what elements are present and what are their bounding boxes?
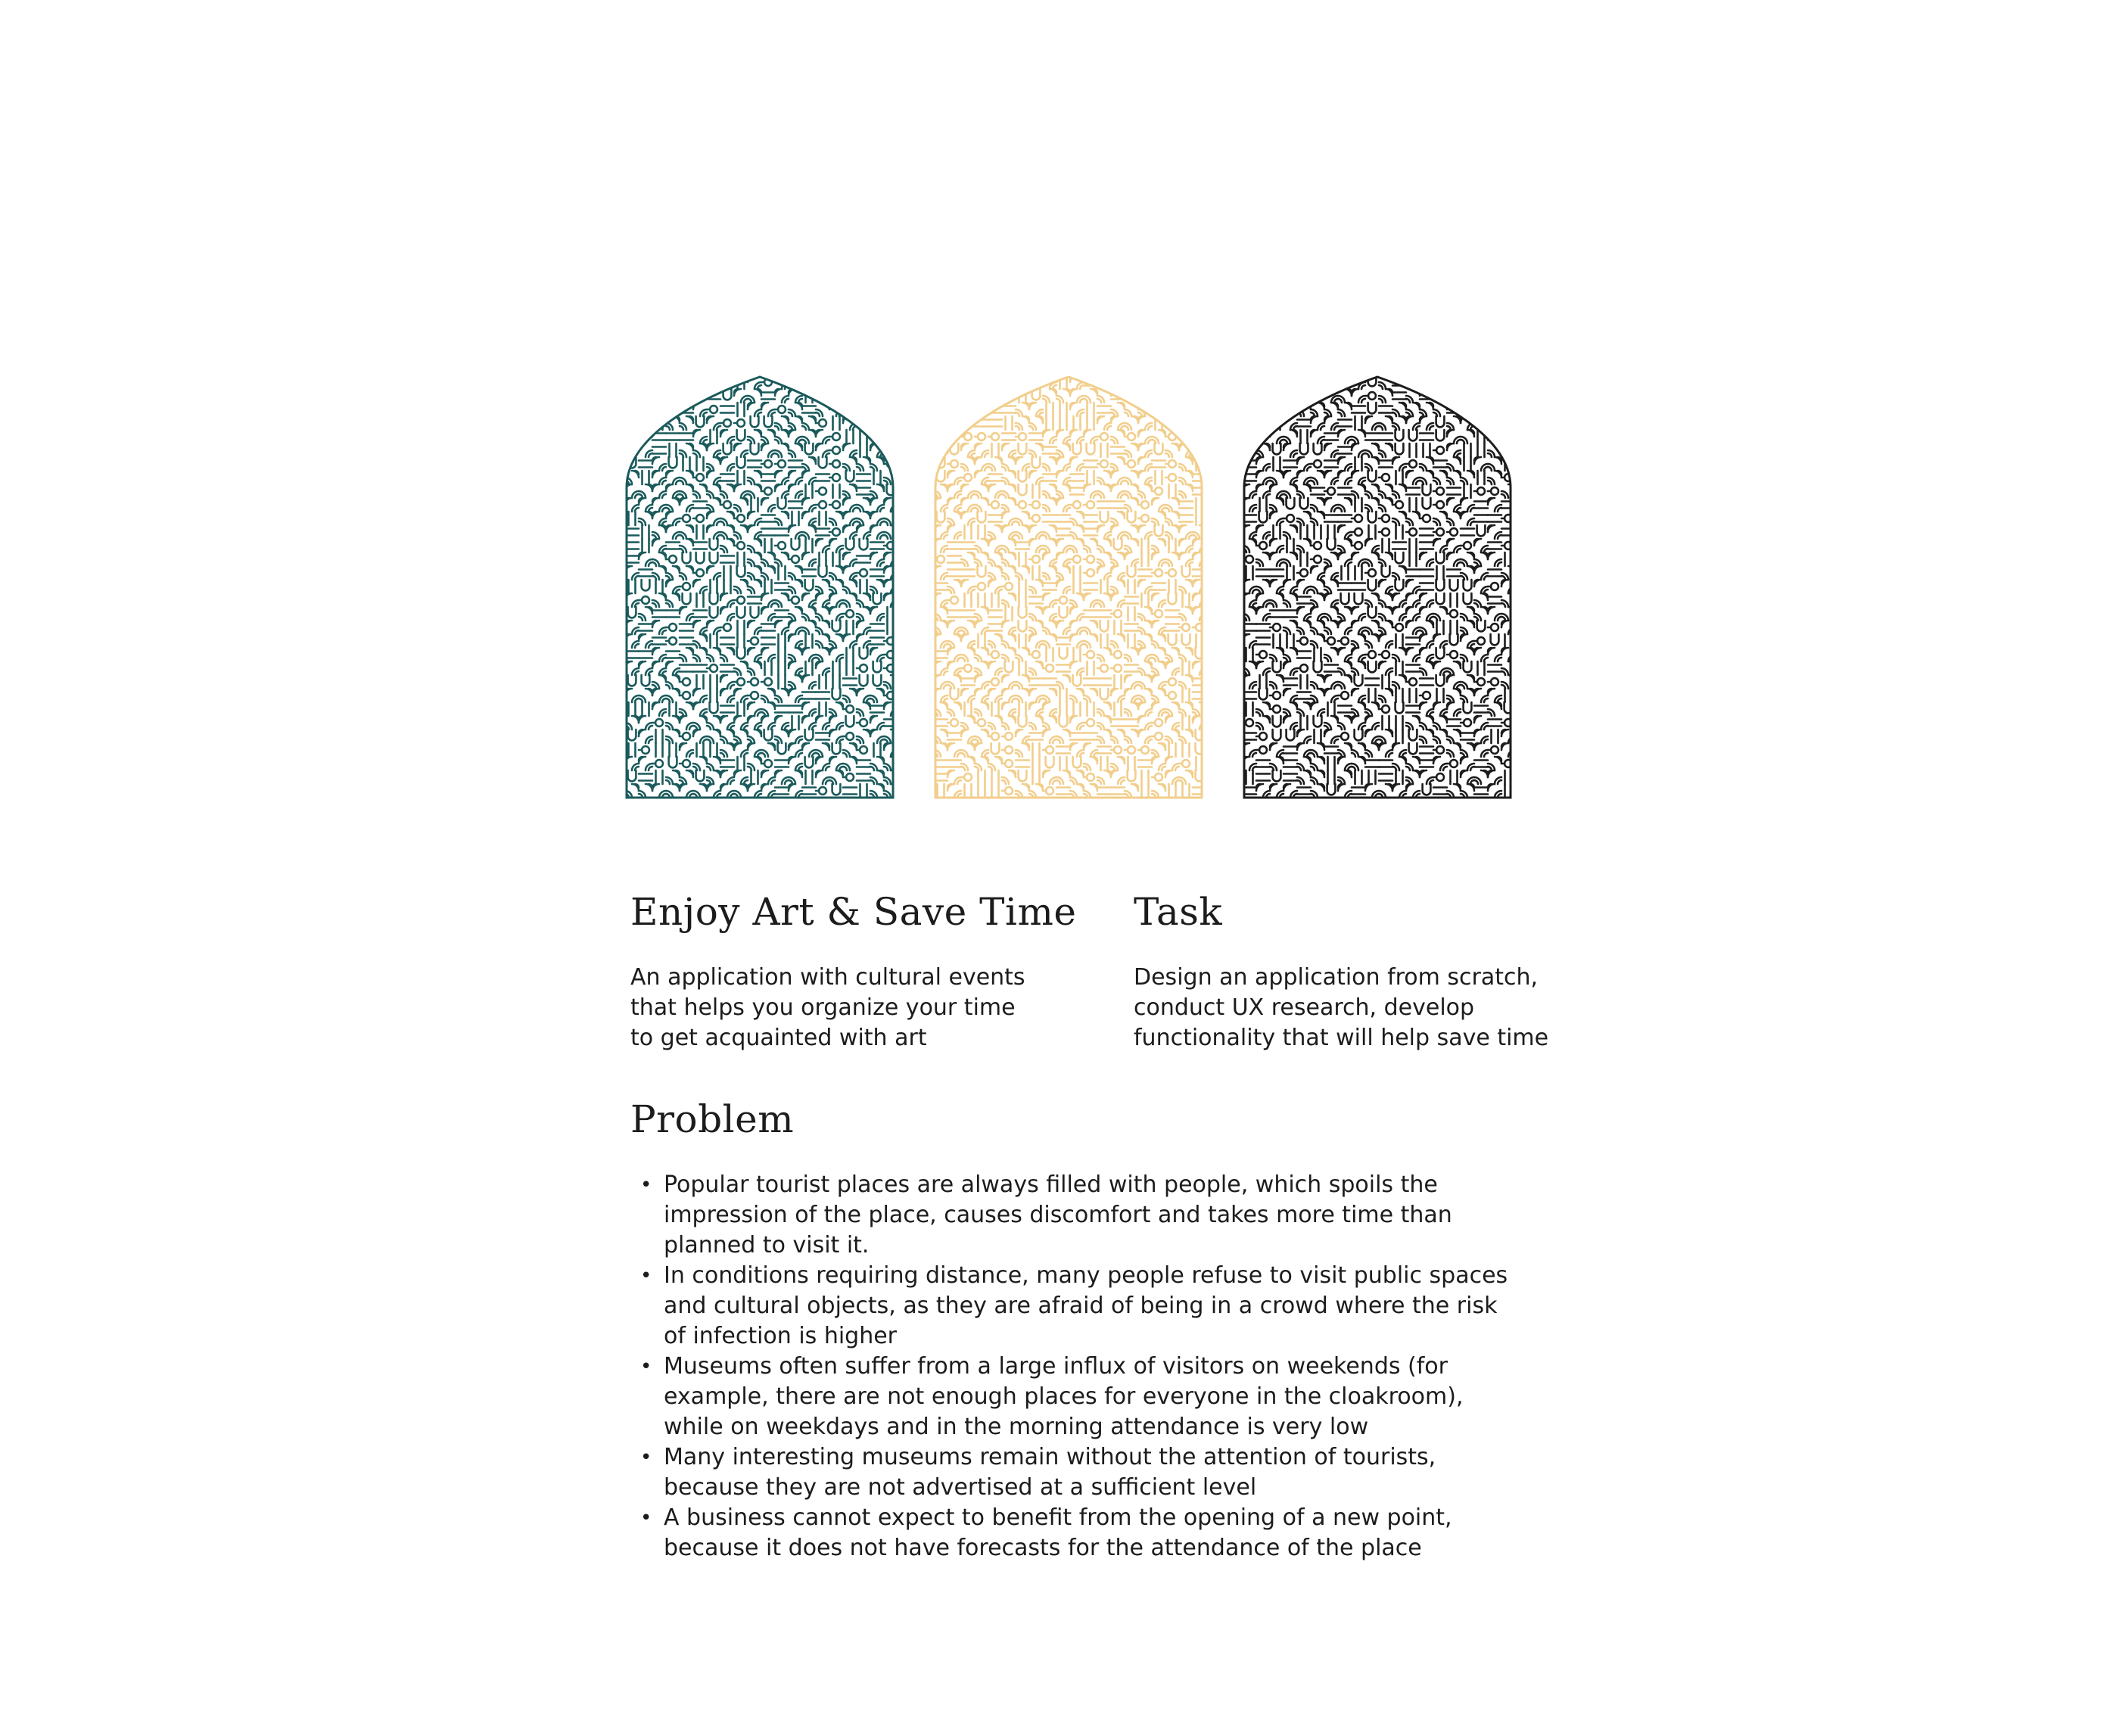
task-heading: Task (1134, 890, 1223, 934)
teal-maze-arch (625, 375, 895, 799)
list-item (640, 1261, 1518, 1352)
list-item (640, 1503, 1518, 1563)
list-item (640, 1352, 1518, 1442)
problem-item-text: Popular tourist places are always filled with people, which spoils the impression of the place, causes discomfort and takes more time than planned to visit it. (664, 1171, 1452, 1258)
maze-pattern-image (934, 375, 1203, 799)
task-description: Design an application from scratch, conduct UX research, develop functionality that will help save time (1134, 964, 1549, 1051)
maze-lines (1243, 375, 1512, 799)
list-item (640, 1170, 1518, 1261)
list-item (640, 1442, 1518, 1503)
bullet: • (640, 1174, 652, 1196)
problem-item-text: In conditions requiring distance, many people refuse to visit public spaces and cultural objects, as they are afraid of being in a crowd where the risk of infection is higher (664, 1262, 1508, 1349)
bullet: • (640, 1355, 652, 1378)
problem-item-text: Many interesting museums remain without the attention of tourists, because they are not advertised at a sufficient level (664, 1444, 1436, 1501)
problem-item-text: A business cannot expect to benefit from the opening of a new point, because it does not have forecasts for the attendance of the place (664, 1504, 1452, 1561)
problem-list (640, 1170, 1518, 1563)
enjoy-heading: Enjoy Art & Save Time (630, 890, 1077, 934)
bullet: • (640, 1507, 652, 1529)
bullet: • (640, 1265, 652, 1287)
maze-pattern-image (1243, 375, 1512, 799)
arch-illustrations (625, 375, 1518, 799)
problem-heading: Problem (630, 1097, 795, 1141)
problem-item-text: Museums often suffer from a large influx of visitors on weekends (for example, there are not enough places for everyone in the cloakroom), while on weekdays and in the morning attendance is very low (664, 1353, 1464, 1440)
maze-lines (625, 375, 895, 799)
gold-maze-arch (934, 375, 1203, 799)
bullet: • (640, 1446, 652, 1469)
enjoy-description: An application with cultural events that helps you organize your time to get acquainted with art (630, 964, 1025, 1051)
maze-pattern-image (625, 375, 895, 799)
maze-lines (934, 375, 1203, 799)
black-maze-arch (1243, 375, 1512, 799)
